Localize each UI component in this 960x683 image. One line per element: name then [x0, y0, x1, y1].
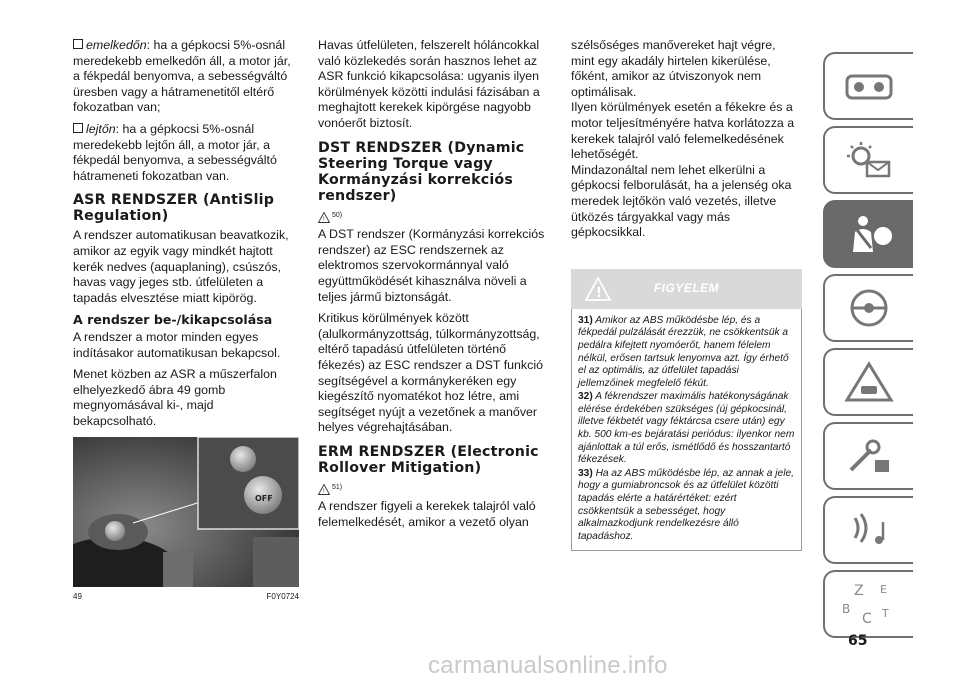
signal-note-icon — [841, 508, 897, 552]
svg-text:Z: Z — [854, 583, 864, 599]
warning-title: FIGYELEM — [653, 280, 720, 295]
page-number: 65 — [848, 633, 868, 649]
warning-box — [571, 269, 802, 552]
paragraph-rollover: Mindazonáltal nem lehet elkerülni a gépkocsi felborulását, ha a jelenség oka meredek lejtőkön való vezetés, illetve ütközés tárgyakkal vagy más gépkocsikkal. — [571, 162, 792, 240]
wrench-oilcan-icon — [841, 434, 897, 478]
heading-onoff: A rendszer be-/kikapcsolása — [73, 312, 273, 328]
svg-text:!: ! — [323, 217, 325, 224]
paragraph-auto-on: A rendszer a motor minden egyes indításakor automatikusan bekapcsol. — [73, 329, 281, 360]
tab-index[interactable] — [823, 570, 913, 638]
tab-warning-lights[interactable] — [823, 126, 913, 194]
warning-triangle-icon — [585, 277, 611, 301]
paragraph-snow: Havas útfelületen, felszerelt hóláncokkal való közlekedés során hasznos lehet az ASR funkció kikapcsolása: ugyanis ilyen körülmények közötti indulási fázisában a meghajtott kerekek kipörgése nagyobb vonóerőt biztosít. — [318, 38, 540, 130]
svg-text:B: B — [842, 602, 851, 616]
seatbelt-airbag-icon — [841, 212, 897, 256]
bullet-downhill: lejtőn: ha a gépkocsi 5%-osnál meredekebb lejtőn áll, a motor jár, a fékpedál benyomva, a sebességváltó hátrameneti fokozatban van. — [73, 121, 277, 183]
warning-item-32: 32) A fékrendszer maximális hatékonyságának elérése érdekében szükséges (új gépkocsinál, illetve fékbetét vagy féktárcsa csere után) egy kb. 500 km-es bejáratási periódus: ilyenkor nem ajánlottak a túl erős, ismétlődő és hosszantartó fékezések. — [578, 391, 795, 466]
figure-number: 49 — [73, 592, 82, 602]
paragraph-button: Menet közben az ASR a műszerfalon elhelyezkedő ábra 49 gomb megnyomásával ki-, majd bekapcsolható. — [73, 367, 277, 428]
bullet-uphill: emelkedőn: ha a gépkocsi 5%-osnál meredekebb emelkedőn áll, a motor jár, a fékpedál benyomva, a sebességváltó üresben vagy a hátramenetitől eltérő fokozatban van; — [73, 38, 291, 115]
checkbox-icon — [73, 123, 83, 133]
dashboard-photo-illustration — [73, 437, 299, 587]
heading-asr: ASR RENDSZER (AntiSlip Regulation) — [73, 192, 275, 225]
tab-safety[interactable] — [823, 200, 913, 268]
steering-wheel-icon — [841, 286, 897, 330]
paragraph-maneuvers: szélsőséges manővereket hajt végre, mint egy akadály hirtelen kikerülése, főként, amikor az útviszonyok nem optimálisak. — [571, 38, 776, 99]
column-1 — [73, 38, 299, 605]
warning-item-31: 31) Amikor az ABS működésbe lép, és a fékpedál pulzálását érezzük, ne csökkentsük a pedálra kifejtett nyomóerőt, hanem félelem nélkül, erősen tartsuk lenyomva azt. Így érhető el az optimális, az útfelület tapadási jellemzőinek megfelelő fékút. — [578, 314, 789, 389]
tab-multimedia[interactable] — [823, 496, 913, 564]
paragraph-dst: A DST rendszer (Kormányzási korrekciós rendszer) az ESC rendszernek az elektromos szervokormánnyal való együttműködését kihasználva növeli a teljes jármű biztonságát. — [318, 227, 545, 304]
warning-ref-50: ! 50) — [318, 208, 554, 224]
svg-text:!: ! — [596, 285, 602, 301]
warning-triangle-icon — [318, 212, 330, 223]
warning-header — [571, 269, 802, 309]
paragraph-limits: Ilyen körülmények esetén a fékekre és a motor teljesítményére hatva korlátozza a kerekek talajról való felemelkedésének lehetőségét. — [571, 100, 795, 162]
column-2 — [318, 38, 554, 537]
column-3 — [571, 38, 802, 551]
warning-triangle-car-icon — [841, 360, 897, 404]
warning-triangle-icon — [318, 484, 330, 495]
chapter-tabs — [823, 52, 913, 644]
paragraph-critical: Kritikus körülmények között (alulkormányzottság, túlkormányzottság, eltérő tapadású útfelületen történő fékezés) az ESC rendszer a DST funkció segítségével a kormánykeréken egy kiegészítő nyomatékot hoz létre, ami segítséget nyújt a vezetőnek a manőver helyes végrehajtásában. — [318, 311, 543, 435]
svg-text:T: T — [882, 607, 889, 620]
figure-49 — [73, 437, 299, 587]
watermark: carmanualsonline.info — [428, 652, 668, 679]
alphabet-index-icon — [834, 579, 904, 629]
heading-dst: DST RENDSZER (Dynamic Steering Torque vagy Kormányzási korrekciós rendszer) — [318, 139, 525, 204]
checkbox-icon — [73, 39, 83, 49]
tab-dashboard[interactable] — [823, 52, 913, 120]
off-button-label: OFF — [255, 494, 273, 504]
warning-item-33: 33) Ha az ABS működésbe lép, az annak a jele, hogy a gumiabroncsok és az útfelület közötti tapadás elérte a határértéket: ezért csökkentsük a sebességet, hogy alkalmazkodjunk rendelkezésre álló tapadáshoz. — [578, 467, 794, 542]
figure-code: F0Y0724 — [266, 592, 299, 602]
sun-envelope-icon — [841, 140, 897, 180]
figure-caption — [73, 589, 299, 605]
tab-maintenance[interactable] — [823, 422, 913, 490]
car-dashboard-icon — [841, 66, 897, 106]
warning-body — [571, 309, 802, 552]
heading-erm: ERM RENDSZER (Electronic Rollover Mitigation) — [318, 443, 539, 476]
paragraph-asr: A rendszer automatikusan beavatkozik, amikor az egyik vagy mindkét hajtott kerék nedves (aquaplaning), csúszós, havas vagy jeges stb. útfelületen a tapadás elvesztése miatt kipörög. — [73, 228, 289, 305]
tab-starting-driving[interactable] — [823, 274, 913, 342]
tab-emergency[interactable] — [823, 348, 913, 416]
svg-text:C: C — [862, 611, 872, 627]
warning-ref-51: ! 51) — [318, 480, 554, 496]
svg-text:!: ! — [323, 489, 325, 496]
paragraph-erm: A rendszer figyeli a kerekek talajról való felemelkedését, amikor a vezető olyan — [318, 499, 536, 530]
svg-text:E: E — [880, 583, 887, 596]
